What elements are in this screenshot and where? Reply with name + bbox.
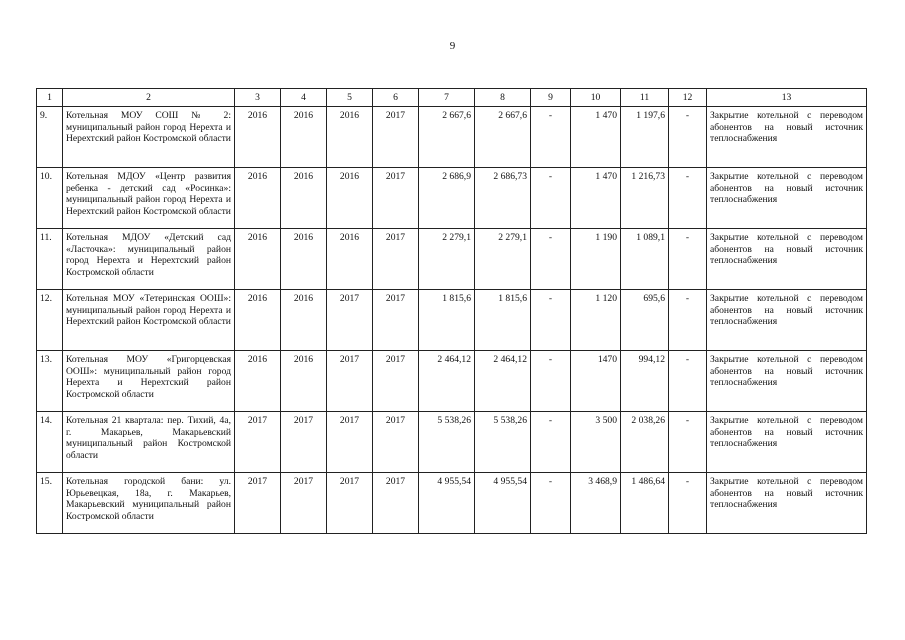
cell-col12: - [669, 107, 707, 168]
cell-col6: 2017 [373, 290, 419, 351]
cell-col3: 2017 [235, 473, 281, 534]
cell-col7: 2 279,1 [419, 229, 475, 290]
cell-col5: 2017 [327, 473, 373, 534]
cell-col10: 3 468,9 [571, 473, 621, 534]
column-header: 11 [621, 89, 669, 107]
column-header: 6 [373, 89, 419, 107]
cell-col8: 1 815,6 [475, 290, 531, 351]
cell-col4: 2016 [281, 290, 327, 351]
cell-note: Закрытие котельной с переводом абонентов на новый источник теплоснабжения [707, 168, 867, 229]
column-header: 13 [707, 89, 867, 107]
cell-col4: 2017 [281, 473, 327, 534]
cell-col7: 2 464,12 [419, 351, 475, 412]
cell-col5: 2017 [327, 351, 373, 412]
row-number: 13. [37, 351, 63, 412]
cell-col11: 1 197,6 [621, 107, 669, 168]
cell-note: Закрытие котельной с переводом абонентов на новый источник теплоснабжения [707, 412, 867, 473]
column-header: 2 [63, 89, 235, 107]
cell-col3: 2016 [235, 290, 281, 351]
column-header: 1 [37, 89, 63, 107]
cell-col9: - [531, 290, 571, 351]
cell-col11: 695,6 [621, 290, 669, 351]
cell-col9: - [531, 229, 571, 290]
cell-col4: 2016 [281, 107, 327, 168]
cell-col11: 1 486,64 [621, 473, 669, 534]
cell-col10: 1 470 [571, 168, 621, 229]
object-name: Котельная городской бани: ул. Юрьевецкая, 18а, г. Макарьев, Макарьевский муниципальный район Костромской области [63, 473, 235, 534]
cell-col7: 2 686,9 [419, 168, 475, 229]
cell-col6: 2017 [373, 412, 419, 473]
cell-col10: 1 120 [571, 290, 621, 351]
cell-col8: 4 955,54 [475, 473, 531, 534]
object-name: Котельная МДОУ «Детский сад «Ласточка»: муниципальный район город Нерехта и Нерехтский район Костромской области [63, 229, 235, 290]
column-header: 7 [419, 89, 475, 107]
cell-col6: 2017 [373, 107, 419, 168]
cell-col7: 1 815,6 [419, 290, 475, 351]
cell-col9: - [531, 107, 571, 168]
boiler-table [36, 88, 867, 534]
cell-col9: - [531, 351, 571, 412]
column-header: 5 [327, 89, 373, 107]
cell-col10: 1 470 [571, 107, 621, 168]
object-name: Котельная МОУ «Григорцевская ООШ»: муниципальный район город Нерехта и Нерехтский район Костромской области [63, 351, 235, 412]
row-number: 9. [37, 107, 63, 168]
row-number: 10. [37, 168, 63, 229]
cell-col4: 2016 [281, 351, 327, 412]
cell-col9: - [531, 412, 571, 473]
cell-note: Закрытие котельной с переводом абонентов на новый источник теплоснабжения [707, 473, 867, 534]
cell-col4: 2016 [281, 229, 327, 290]
row-number: 15. [37, 473, 63, 534]
cell-col12: - [669, 168, 707, 229]
cell-col6: 2017 [373, 229, 419, 290]
cell-note: Закрытие котельной с переводом абонентов на новый источник теплоснабжения [707, 229, 867, 290]
cell-col11: 994,12 [621, 351, 669, 412]
cell-col6: 2017 [373, 473, 419, 534]
cell-col5: 2016 [327, 107, 373, 168]
column-header: 9 [531, 89, 571, 107]
cell-col3: 2016 [235, 107, 281, 168]
object-name: Котельная МДОУ «Центр развития ребенка - детский сад «Росинка»: муниципальный район город Нерехта и Нерехтский район Костромской области [63, 168, 235, 229]
cell-col3: 2016 [235, 168, 281, 229]
cell-col11: 2 038,26 [621, 412, 669, 473]
cell-col7: 2 667,6 [419, 107, 475, 168]
cell-note: Закрытие котельной с переводом абонентов на новый источник теплоснабжения [707, 290, 867, 351]
table-row [37, 290, 867, 351]
cell-col10: 1470 [571, 351, 621, 412]
cell-col5: 2017 [327, 290, 373, 351]
cell-col3: 2016 [235, 351, 281, 412]
cell-col8: 5 538,26 [475, 412, 531, 473]
cell-col4: 2017 [281, 412, 327, 473]
column-header: 3 [235, 89, 281, 107]
object-name: Котельная МОУ СОШ № 2: муниципальный район город Нерехта и Нерехтский район Костромской области [63, 107, 235, 168]
table-row [37, 473, 867, 534]
cell-col8: 2 686,73 [475, 168, 531, 229]
cell-col10: 3 500 [571, 412, 621, 473]
cell-col6: 2017 [373, 351, 419, 412]
cell-col3: 2017 [235, 412, 281, 473]
table-row [37, 351, 867, 412]
cell-col8: 2 667,6 [475, 107, 531, 168]
cell-note: Закрытие котельной с переводом абонентов на новый источник теплоснабжения [707, 351, 867, 412]
column-header: 8 [475, 89, 531, 107]
row-number: 11. [37, 229, 63, 290]
cell-col7: 5 538,26 [419, 412, 475, 473]
cell-col11: 1 216,73 [621, 168, 669, 229]
cell-col5: 2017 [327, 412, 373, 473]
cell-col4: 2016 [281, 168, 327, 229]
cell-col12: - [669, 473, 707, 534]
cell-col9: - [531, 168, 571, 229]
cell-col3: 2016 [235, 229, 281, 290]
row-number: 12. [37, 290, 63, 351]
column-header: 4 [281, 89, 327, 107]
cell-col10: 1 190 [571, 229, 621, 290]
table-row [37, 107, 867, 168]
cell-col9: - [531, 473, 571, 534]
cell-col5: 2016 [327, 229, 373, 290]
cell-col6: 2017 [373, 168, 419, 229]
cell-col8: 2 279,1 [475, 229, 531, 290]
cell-col8: 2 464,12 [475, 351, 531, 412]
cell-col12: - [669, 290, 707, 351]
cell-col5: 2016 [327, 168, 373, 229]
column-header: 12 [669, 89, 707, 107]
table-row [37, 229, 867, 290]
cell-col12: - [669, 412, 707, 473]
cell-note: Закрытие котельной с переводом абонентов на новый источник теплоснабжения [707, 107, 867, 168]
row-number: 14. [37, 412, 63, 473]
header-row [37, 89, 867, 107]
cell-col7: 4 955,54 [419, 473, 475, 534]
page-number: 9 [449, 40, 456, 52]
object-name: Котельная МОУ «Тетеринская ООШ»: муниципальный район город Нерехта и Нерехтский район Костромской области [63, 290, 235, 351]
cell-col12: - [669, 351, 707, 412]
object-name: Котельная 21 квартала: пер. Тихий, 4а, г. Макарьев, Макарьевский муниципальный район Костромской области [63, 412, 235, 473]
cell-col12: - [669, 229, 707, 290]
column-header: 10 [571, 89, 621, 107]
cell-col11: 1 089,1 [621, 229, 669, 290]
table-row [37, 412, 867, 473]
table-row [37, 168, 867, 229]
